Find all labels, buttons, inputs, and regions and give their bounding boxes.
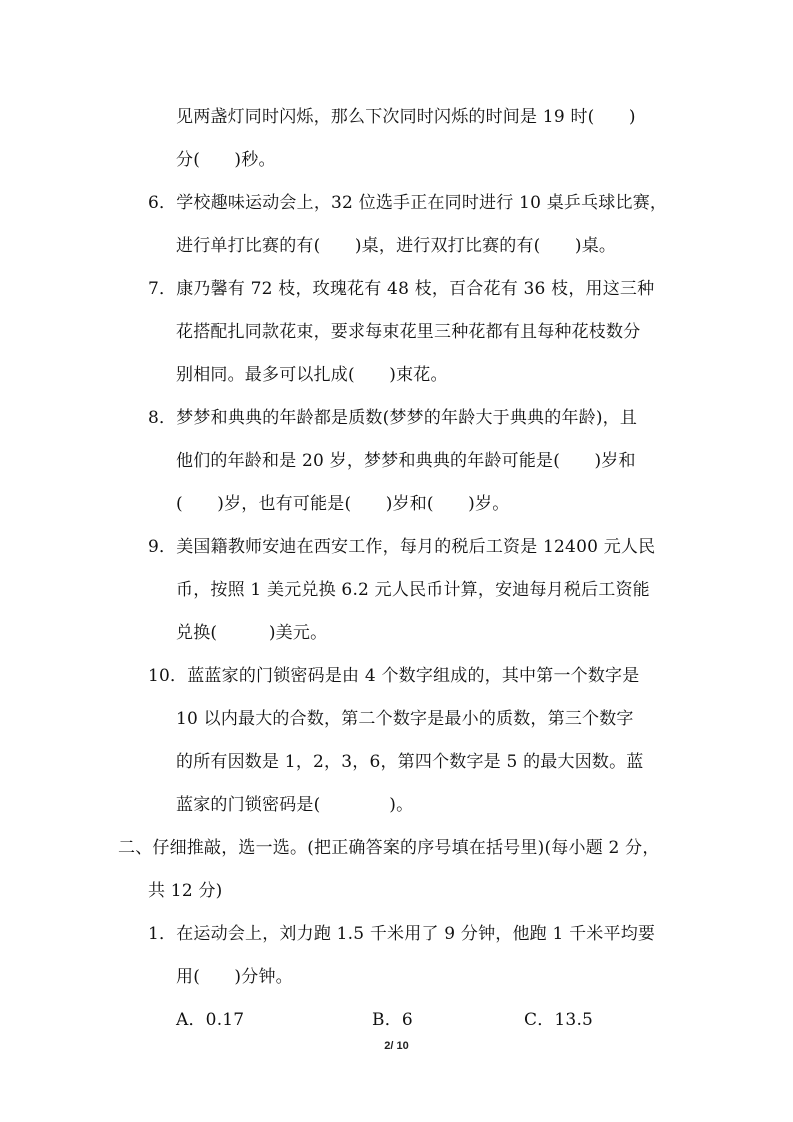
q6-line-1: 6．学校趣味运动会上，32 位选手正在同时进行 10 桌乒乓球比赛， xyxy=(148,193,668,213)
q5-line-1: 见两盏灯同时闪烁，那么下次同时闪烁的时间是 19 时( ) xyxy=(176,107,636,127)
q7-line-2: 花搭配扎同款花束，要求每束花里三种花都有且每种花枝数分 xyxy=(176,322,641,342)
q8-line-1: 8．梦梦和典典的年龄都是质数(梦梦的年龄大于典典的年龄)，且 xyxy=(148,408,638,428)
q8-line-2: 他们的年龄和是 20 岁，梦梦和典典的年龄可能是( )岁和 xyxy=(176,451,636,471)
q9-line-1: 9．美国籍教师安迪在西安工作，每月的税后工资是 12400 元人民 xyxy=(148,537,656,557)
q10-line-2: 10 以内最大的合数，第二个数字是最小的质数，第三个数字 xyxy=(176,709,634,729)
s2-q1-option-c: C．13.5 xyxy=(524,1010,594,1030)
q9-line-3: 兑换( )美元。 xyxy=(176,623,328,643)
s2-q1-option-a: A．0.17 xyxy=(176,1010,245,1030)
s2-q1-line-2: 用( )分钟。 xyxy=(176,967,293,987)
q7-line-1: 7．康乃馨有 72 枝，玫瑰花有 48 枝，百合花有 36 枝，用这三种 xyxy=(148,279,655,299)
q10-line-1: 10．蓝蓝家的门锁密码是由 4 个数字组成的，其中第一个数字是 xyxy=(148,666,640,686)
q5-line-2: 分( )秒。 xyxy=(176,150,276,170)
section-2-heading-line-2: 共 12 分) xyxy=(148,881,223,901)
q8-line-3: ( )岁，也有可能是( )岁和( )岁。 xyxy=(176,494,510,514)
s2-q1-line-1: 1．在运动会上，刘力跑 1.5 千米用了 9 分钟，他跑 1 千米平均要 xyxy=(148,924,656,944)
section-2-heading-line-1: 二、仔细推敲，选一选。(把正确答案的序号填在括号里)(每小题 2 分， xyxy=(118,838,660,858)
page-number: 2/ 10 xyxy=(384,1040,409,1052)
q9-line-2: 币，按照 1 美元兑换 6.2 元人民币计算，安迪每月税后工资能 xyxy=(176,580,650,600)
q10-line-3: 的所有因数是 1，2，3，6，第四个数字是 5 的最大因数。蓝 xyxy=(176,752,644,772)
q7-line-3: 别相同。最多可以扎成( )束花。 xyxy=(176,365,448,385)
q10-line-4: 蓝家的门锁密码是( )。 xyxy=(176,795,414,815)
q6-line-2: 进行单打比赛的有( )桌，进行双打比赛的有( )桌。 xyxy=(176,236,617,256)
s2-q1-option-b: B．6 xyxy=(372,1010,413,1030)
